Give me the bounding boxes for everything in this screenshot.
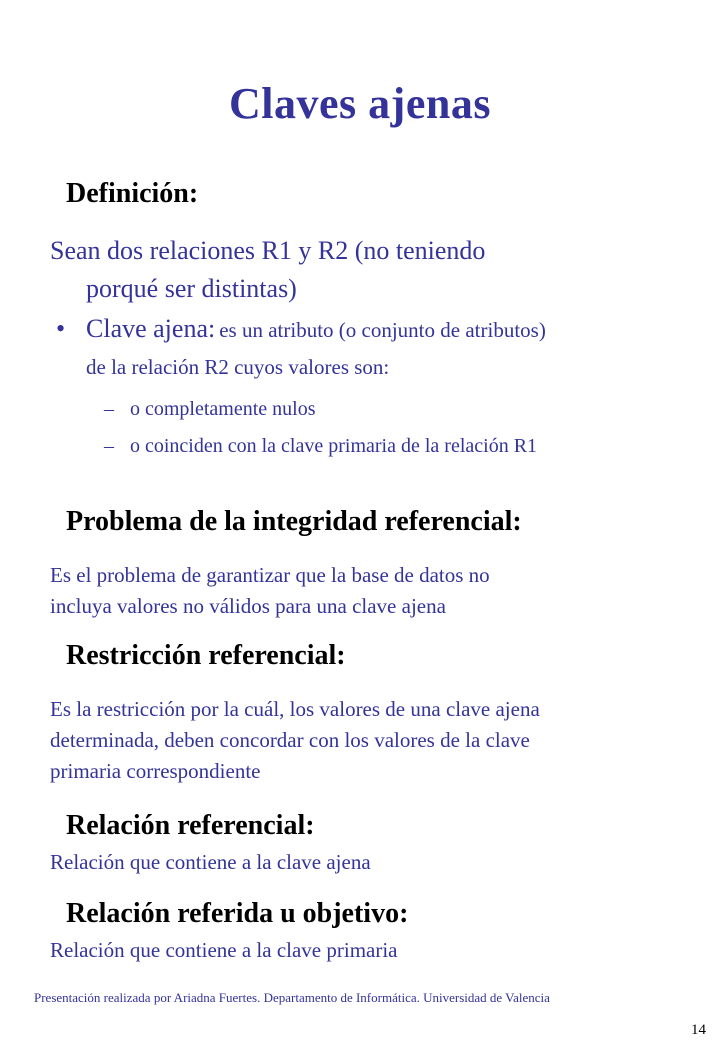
sub-item-1: o completamente nulos	[130, 398, 316, 420]
relacion-referida-line1: Relación que contiene a la clave primaria	[50, 938, 398, 962]
restriccion-line1: Es la restricción por la cuál, los valores de una clave ajena	[50, 697, 540, 721]
problema-heading: Problema de la integridad referencial:	[66, 506, 522, 537]
bullet-text-line1: es un atributo (o conjunto de atributos)	[219, 318, 546, 342]
definicion-intro-line2: porqué ser distintas)	[86, 274, 297, 303]
relacion-referida-heading: Relación referida u objetivo:	[66, 898, 409, 929]
definicion-heading: Definición:	[66, 178, 199, 209]
relacion-referencial-heading: Relación referencial:	[66, 810, 315, 841]
bullet-term: Clave ajena:	[86, 314, 216, 343]
dash-2: –	[104, 435, 114, 457]
restriccion-heading: Restricción referencial:	[66, 640, 346, 671]
page-number: 14	[691, 1022, 706, 1038]
dash-1: –	[104, 398, 114, 420]
restriccion-line3: primaria correspondiente	[50, 759, 261, 783]
relacion-referencial-line1: Relación que contiene a la clave ajena	[50, 850, 371, 874]
bullet-dot: •	[56, 314, 66, 343]
bullet-text-line2: de la relación R2 cuyos valores son:	[86, 355, 390, 379]
problema-line2: incluya valores no válidos para una clave ajena	[50, 594, 446, 618]
clave-ajena-bullet	[86, 314, 546, 344]
restriccion-line2: determinada, deben concordar con los valores de la clave	[50, 728, 530, 752]
definicion-intro-line1: Sean dos relaciones R1 y R2 (no teniendo	[50, 236, 486, 265]
problema-line1: Es el problema de garantizar que la base de datos no	[50, 563, 490, 587]
footer-credit: Presentación realizada por Ariadna Fuertes. Departamento de Informática. Universidad de Valencia	[34, 990, 550, 1005]
sub-item-2: o coinciden con la clave primaria de la relación R1	[130, 435, 538, 457]
page-title: Claves ajenas	[229, 79, 491, 128]
